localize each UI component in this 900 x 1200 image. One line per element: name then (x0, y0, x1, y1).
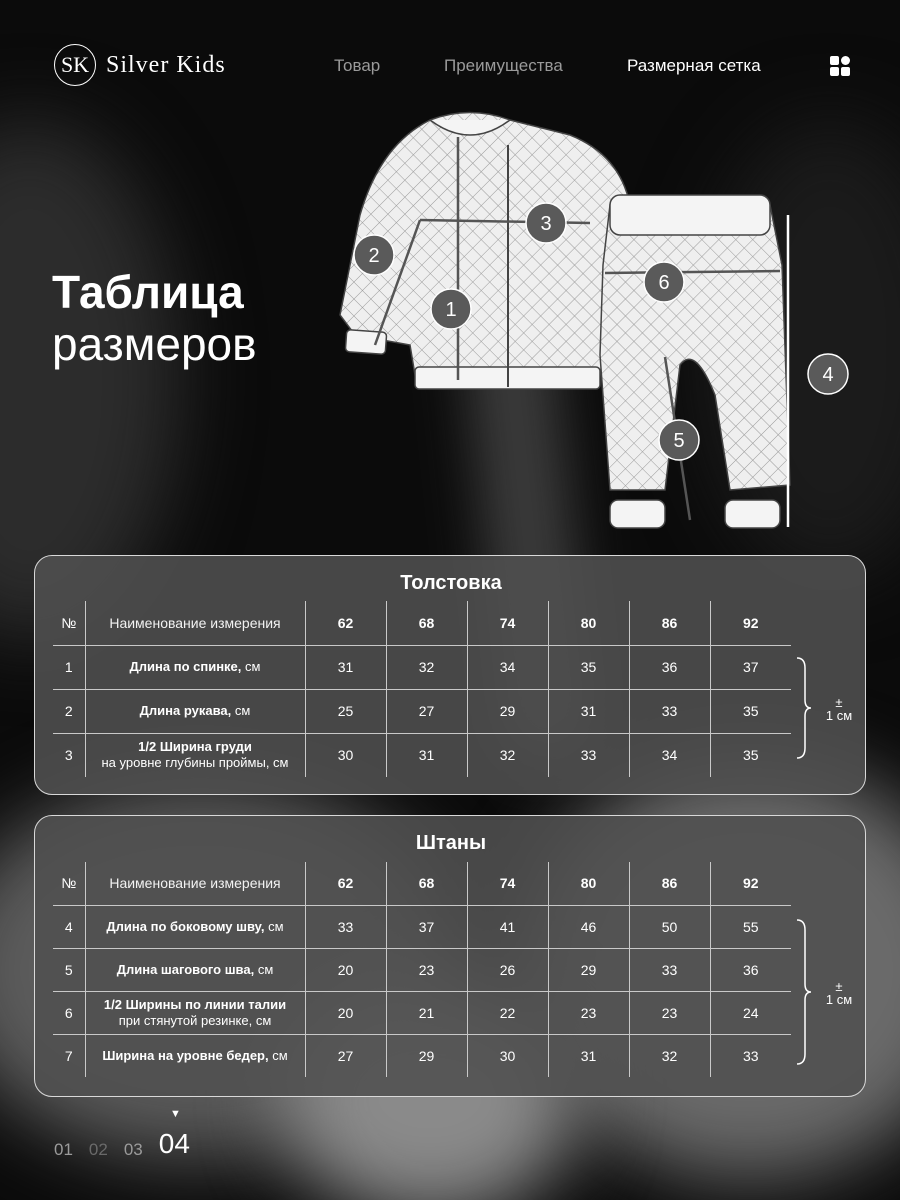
header-num: № (53, 862, 85, 905)
page-title-line1: Таблица (52, 266, 244, 318)
cell-value: 23 (629, 991, 710, 1034)
cell-value: 41 (467, 905, 548, 948)
cell-value: 36 (629, 645, 710, 689)
cell-value: 26 (467, 948, 548, 991)
table-row (53, 1034, 791, 1077)
logo-mark-icon: SK (54, 44, 96, 86)
nav-item-size-chart[interactable]: Размерная сетка (627, 56, 761, 75)
row-name: 1/2 Ширины по линии талии при стянутой резинке, см (85, 991, 305, 1034)
cell-value: 31 (548, 689, 629, 733)
sweatshirt-size-table-card (34, 555, 866, 795)
cell-value: 35 (548, 645, 629, 689)
cell-value: 29 (548, 948, 629, 991)
pants-table-title: Штаны (415, 832, 487, 854)
cell-value: 33 (548, 733, 629, 777)
row-num: 1 (53, 645, 85, 689)
cell-value: 34 (629, 733, 710, 777)
tolerance-brace-icon (793, 656, 813, 760)
brand-name: Silver Kids (106, 51, 226, 78)
cell-value: 31 (548, 1034, 629, 1077)
cell-value: 37 (710, 645, 791, 689)
header-num: № (53, 601, 85, 645)
header-size: 80 (548, 862, 629, 905)
header-size: 68 (386, 601, 467, 645)
row-name: 1/2 Ширина груди на уровне глубины проймы, см (85, 733, 305, 777)
cell-value: 33 (629, 689, 710, 733)
header-size: 62 (305, 601, 386, 645)
pager-item-1[interactable]: 01 (54, 1140, 73, 1159)
svg-text:6: 6 (658, 272, 670, 294)
marker-5 (659, 420, 699, 460)
garment-illustration (320, 95, 860, 535)
cell-value: 55 (710, 905, 791, 948)
table-row (53, 689, 791, 733)
sweatshirt-tolerance: ± 1 см (825, 695, 853, 723)
header-size: 80 (548, 601, 629, 645)
table-row (53, 645, 791, 689)
cell-value: 29 (467, 689, 548, 733)
cell-value: 27 (305, 1034, 386, 1077)
cell-value: 27 (386, 689, 467, 733)
slide-pager (54, 1128, 190, 1160)
table-header-row (53, 862, 791, 905)
cell-value: 35 (710, 689, 791, 733)
marker-6 (644, 262, 684, 302)
cell-value: 36 (710, 948, 791, 991)
header-size: 92 (710, 862, 791, 905)
header-name: Наименование измерения (85, 601, 305, 645)
cell-value: 31 (305, 645, 386, 689)
pants-size-table-card (34, 815, 866, 1097)
header-size: 62 (305, 862, 386, 905)
tolerance-brace-icon (793, 918, 813, 1066)
cell-value: 35 (742, 747, 759, 764)
row-name: Длина по спинке, см (85, 645, 305, 689)
row-num: 2 (53, 689, 85, 733)
page-title-line2: размеров (52, 318, 257, 370)
table-row (53, 948, 791, 991)
header-size: 86 (629, 862, 710, 905)
cell-value: 30 (467, 1034, 548, 1077)
row-num: 5 (53, 948, 85, 991)
marker-4 (808, 354, 848, 394)
svg-text:1: 1 (445, 299, 457, 321)
cell-value: 46 (548, 905, 629, 948)
table-row (53, 733, 791, 777)
pants-size-table (53, 862, 791, 1077)
svg-text:2: 2 (368, 245, 380, 267)
table-header-row (53, 601, 791, 645)
cell-value: 29 (386, 1034, 467, 1077)
nav-item-advantages[interactable]: Преимущества (444, 56, 563, 75)
pants-tolerance: ± 1 см (825, 979, 853, 1007)
cell-value: 32 (386, 645, 467, 689)
cell-value: 23 (548, 991, 629, 1034)
grid-menu-icon[interactable] (830, 56, 850, 76)
pants-drawing (600, 195, 790, 528)
row-num: 4 (53, 905, 85, 948)
cell-value: 22 (467, 991, 548, 1034)
cell-value: 25 (305, 689, 386, 733)
row-name: Ширина на уровне бедер, см (85, 1034, 305, 1077)
row-num: 7 (53, 1034, 85, 1077)
pager-item-4[interactable]: 04 (158, 1128, 190, 1159)
nav-item-product[interactable]: Товар (334, 56, 381, 75)
row-name: Длина рукава, см (85, 689, 305, 733)
header-name: Наименование измерения (85, 862, 305, 905)
cell-value: 33 (305, 905, 386, 948)
cell-value: 50 (629, 905, 710, 948)
brand-logo[interactable] (54, 44, 226, 86)
sweatshirt-table-title: Толстовка (400, 572, 502, 594)
cell-value: 32 (467, 733, 548, 777)
cell-value: 21 (386, 991, 467, 1034)
sweatshirt-size-table (53, 601, 791, 777)
cell-value: 20 (305, 948, 386, 991)
header-size: 92 (710, 601, 791, 645)
cell-value: 20 (305, 991, 386, 1034)
table-row (53, 991, 791, 1034)
row-name: Длина шагового шва, см (85, 948, 305, 991)
cell-value: 31 (386, 733, 467, 777)
row-num: 6 (53, 991, 85, 1034)
header-size: 86 (629, 601, 710, 645)
marker-3 (526, 203, 566, 243)
row-num: 3 (53, 733, 85, 777)
svg-text:4: 4 (822, 364, 834, 386)
svg-text:5: 5 (673, 430, 685, 452)
row-name: Длина по боковому шву, см (85, 905, 305, 948)
cell-value: 24 (710, 991, 791, 1034)
marker-1 (431, 289, 471, 329)
cell-value: 34 (467, 645, 548, 689)
table-row (53, 905, 791, 948)
cell-value: 32 (629, 1034, 710, 1077)
pager-item-2[interactable]: 02 (88, 1140, 108, 1159)
pager-item-3[interactable]: 03 (123, 1140, 143, 1159)
header-size: 74 (467, 862, 548, 905)
marker-2 (354, 235, 394, 275)
header-size: 68 (386, 862, 467, 905)
cell-value: 33 (629, 948, 710, 991)
svg-text:3: 3 (540, 213, 552, 235)
cell-value: 33 (742, 1047, 759, 1064)
pager-indicator-icon: ▼ (170, 1108, 181, 1120)
cell-value: 37 (386, 905, 467, 948)
header-size: 74 (467, 601, 548, 645)
cell-value: 23 (386, 948, 467, 991)
cell-value: 30 (305, 733, 386, 777)
